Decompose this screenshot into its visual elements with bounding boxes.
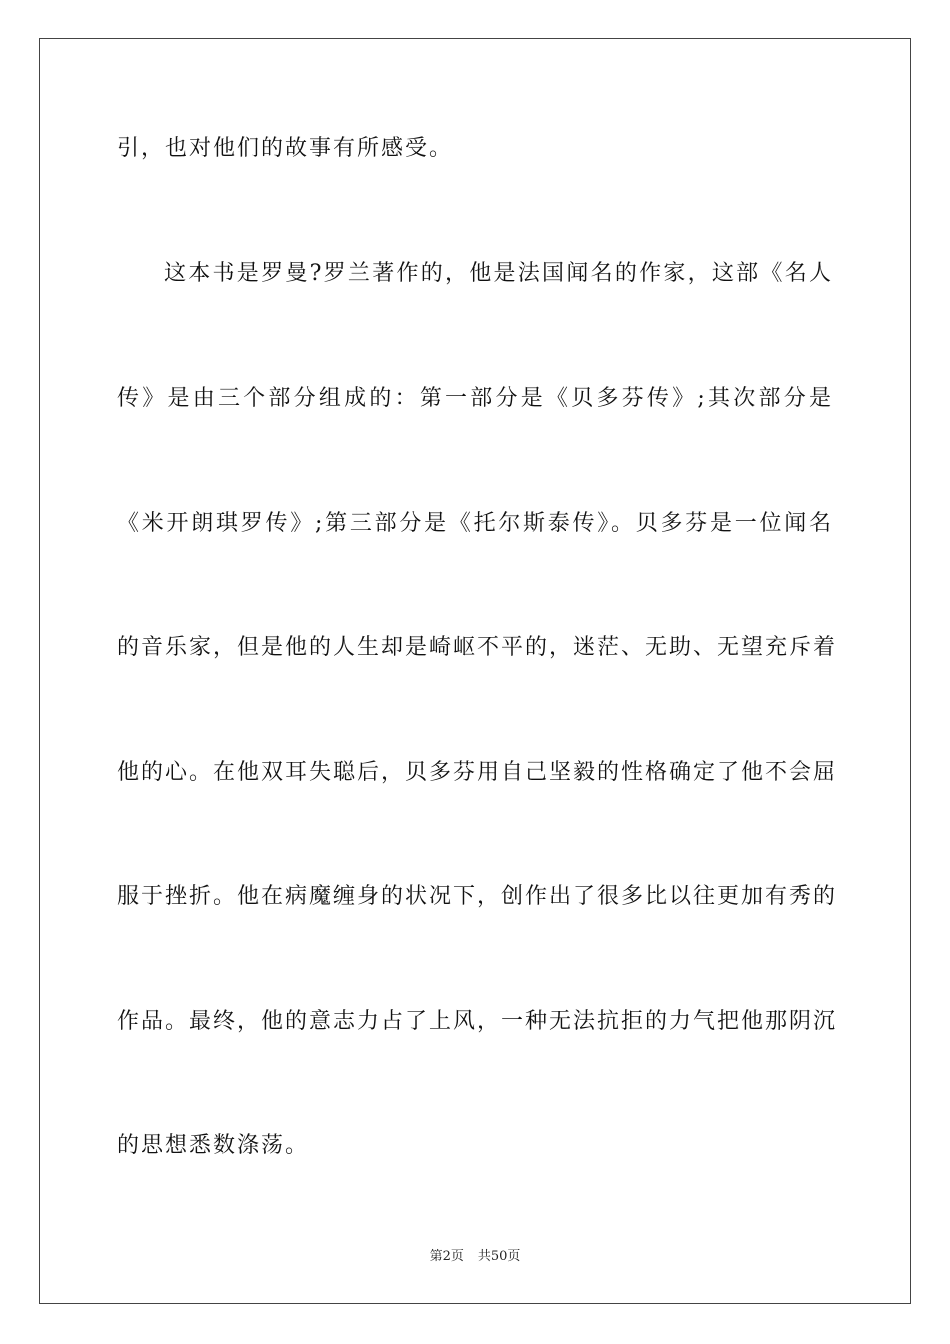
page-border (39, 38, 911, 1304)
paragraph-line: 的思想悉数涤荡。 (117, 1133, 310, 1158)
paragraph-line: 引，也对他们的故事有所感受。 (117, 136, 454, 161)
page-number: 第2页 (429, 1249, 464, 1264)
paragraph-line: 传》是由三个部分组成的：第一部分是《贝多芬传》;其次部分是 (117, 386, 833, 411)
paragraph-line: 的音乐家，但是他的人生却是崎岖不平的，迷茫、无助、无望充斥着 (117, 635, 838, 660)
paragraph-line: 他的心。在他双耳失聪后，贝多芬用自己坚毅的性格确定了他不会屈 (117, 760, 838, 785)
total-pages: 共50页 (477, 1249, 521, 1264)
page-footer (0, 1248, 950, 1266)
paragraph-line: 《米开朗琪罗传》;第三部分是《托尔斯泰传》。贝多芬是一位闻名 (117, 511, 833, 536)
paragraph-line: 服于挫折。他在病魔缠身的状况下，创作出了很多比以往更加有秀的 (117, 884, 838, 909)
paragraph-line: 作品。最终，他的意志力占了上风，一种无法抗拒的力气把他那阴沉 (117, 1009, 838, 1034)
paragraph-line: 这本书是罗曼?罗兰著作的，他是法国闻名的作家，这部《名人 (164, 261, 833, 286)
